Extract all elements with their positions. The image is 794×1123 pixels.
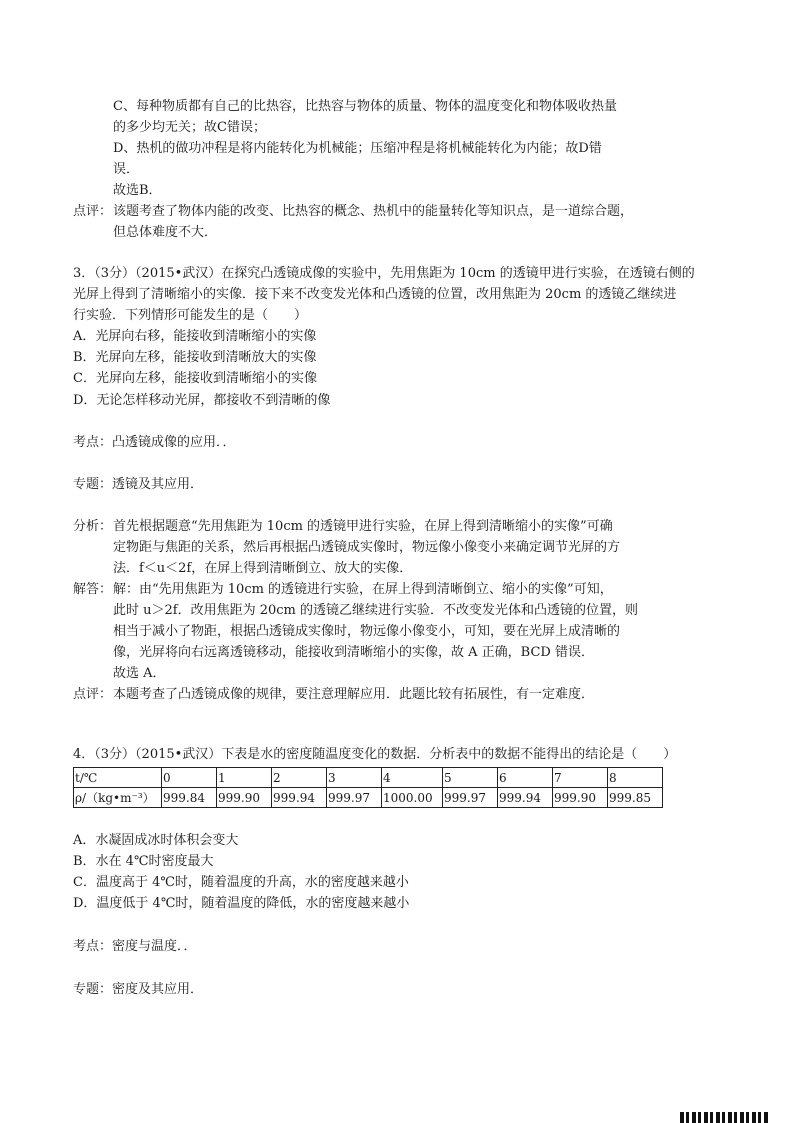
- table-row-density: [74, 788, 663, 808]
- prev-comment-label: 点评：: [73, 204, 113, 219]
- table-cell: 999.84: [162, 788, 217, 808]
- q4-option-b: B．水在 4℃时密度最大: [73, 854, 214, 869]
- table-cell: 3: [327, 768, 382, 788]
- table-cell: 8: [608, 768, 663, 788]
- table-cell: 999.97: [443, 788, 498, 808]
- q4-option-d: D．温度低于 4℃时，随着温度的降低，水的密度越来越小: [73, 896, 410, 911]
- q3-solution-line3: 相当于减小了物距，根据凸透镜成实像时，物远像小像变小，可知，要在光屏上成清晰的: [113, 624, 621, 639]
- table-cell: 999.97: [327, 788, 382, 808]
- table-header-density: ρ/（kg•m⁻³）: [74, 788, 162, 808]
- q3-stem-line1: 3．（3分）（2015•武汉）在探究凸透镜成像的实验中，先用焦距为 10cm 的透镜甲进行实验，在透镜右侧的: [73, 266, 695, 281]
- q4-option-c: C．温度高于 4℃时，随着温度的升高，水的密度越来越小: [73, 875, 409, 890]
- prev-option-c-line2: 的多少均无关；故C错误；: [113, 120, 266, 135]
- q4-stem: 4．（3分）（2015•武汉）下表是水的密度随温度变化的数据．分析表中的数据不能得出的结论是（ ）: [73, 747, 677, 762]
- q3-option-a: A．光屏向右移，能接收到清晰缩小的实像: [73, 329, 317, 344]
- q3-solution-line4: 像，光屏将向右远离透镜移动，能接收到清晰缩小的实像，故 A 正确，BCD 错误．: [113, 645, 594, 660]
- q3-analysis-line3: 法．f＜u＜2f，在屏上得到清晰倒立、放大的实像．: [113, 561, 413, 576]
- density-table: [73, 767, 663, 808]
- q3-option-d: D．无论怎样移动光屏，都接收不到清晰的像: [73, 393, 331, 408]
- prev-comment-line1: 该题考查了物体内能的改变、比热容的概念、热机中的能量转化等知识点，是一道综合题，: [113, 204, 634, 219]
- table-header-temperature: t/℃: [74, 768, 162, 788]
- q3-analysis-line1: 首先根据题意“先用焦距为 10cm 的透镜甲进行实验，在屏上得到清晰缩小的实像”可确: [113, 519, 613, 534]
- q3-comment: 本题考查了凸透镜成像的规律，要注意理解应用．此题比较有拓展性，有一定难度．: [113, 687, 595, 702]
- q3-kaodian: 考点：凸透镜成像的应用．．: [73, 435, 236, 450]
- prev-option-d-line2: 误．: [113, 162, 140, 177]
- q3-zhuanti: 专题：透镜及其应用．: [73, 477, 204, 492]
- table-cell: 4: [382, 768, 443, 788]
- table-row-temperature: [74, 768, 663, 788]
- prev-answer: 故选B．: [113, 183, 162, 198]
- qr-code-icon: [680, 1112, 770, 1123]
- q3-solution-line1: 解：由“先用焦距为 10cm 的透镜进行实验，在屏上得到清晰倒立、缩小的实像”可知，: [113, 582, 613, 597]
- table-cell: 999.94: [272, 788, 327, 808]
- table-cell: 2: [272, 768, 327, 788]
- q3-analysis-line2: 定物距与焦距的关系，然后再根据凸透镜成实像时，物远像小像变小来确定调节光屏的方: [113, 540, 621, 555]
- prev-option-d-line1: D、热机的做功冲程是将内能转化为机械能；压缩冲程是将机械能转化为内能；故D错: [113, 141, 602, 156]
- q3-comment-label: 点评：: [73, 687, 113, 702]
- table-cell: 1: [217, 768, 272, 788]
- table-cell: 999.85: [608, 788, 663, 808]
- table-cell: 0: [162, 768, 217, 788]
- q3-answer: 故选 A．: [113, 666, 166, 681]
- q4-option-a: A．水凝固成冰时体积会变大: [73, 833, 239, 848]
- table-cell: 999.90: [553, 788, 608, 808]
- table-cell: 5: [443, 768, 498, 788]
- table-cell: 1000.00: [382, 788, 443, 808]
- q3-solution-line2: 此时 u＞2f．改用焦距为 20cm 的透镜乙继续进行实验．不改变发光体和凸透镜的位置，则: [113, 603, 639, 618]
- table-cell: 7: [553, 768, 608, 788]
- q3-analysis-label: 分析：: [73, 519, 113, 534]
- q3-stem-line2: 光屏上得到了清晰缩小的实像．接下来不改变发光体和凸透镜的位置，改用焦距为 20cm 的透镜乙继续进: [73, 287, 677, 302]
- table-cell: 999.94: [498, 788, 553, 808]
- q3-option-c: C．光屏向左移，能接收到清晰缩小的实像: [73, 371, 317, 386]
- q4-zhuanti: 专题：密度及其应用．: [73, 982, 204, 997]
- table-cell: 6: [498, 768, 553, 788]
- q3-solution-label: 解答：: [73, 582, 113, 597]
- q4-kaodian: 考点：密度与温度．．: [73, 939, 197, 954]
- prev-comment-line2: 但总体难度不大．: [113, 225, 218, 240]
- prev-option-c-line1: C、每种物质都有自己的比热容，比热容与物体的质量、物体的温度变化和物体吸收热量: [113, 99, 617, 114]
- q3-option-b: B．光屏向左移，能接收到清晰放大的实像: [73, 350, 317, 365]
- q3-stem-line3: 行实验．下列情形可能发生的是（ ）: [73, 308, 308, 323]
- table-cell: 999.90: [217, 788, 272, 808]
